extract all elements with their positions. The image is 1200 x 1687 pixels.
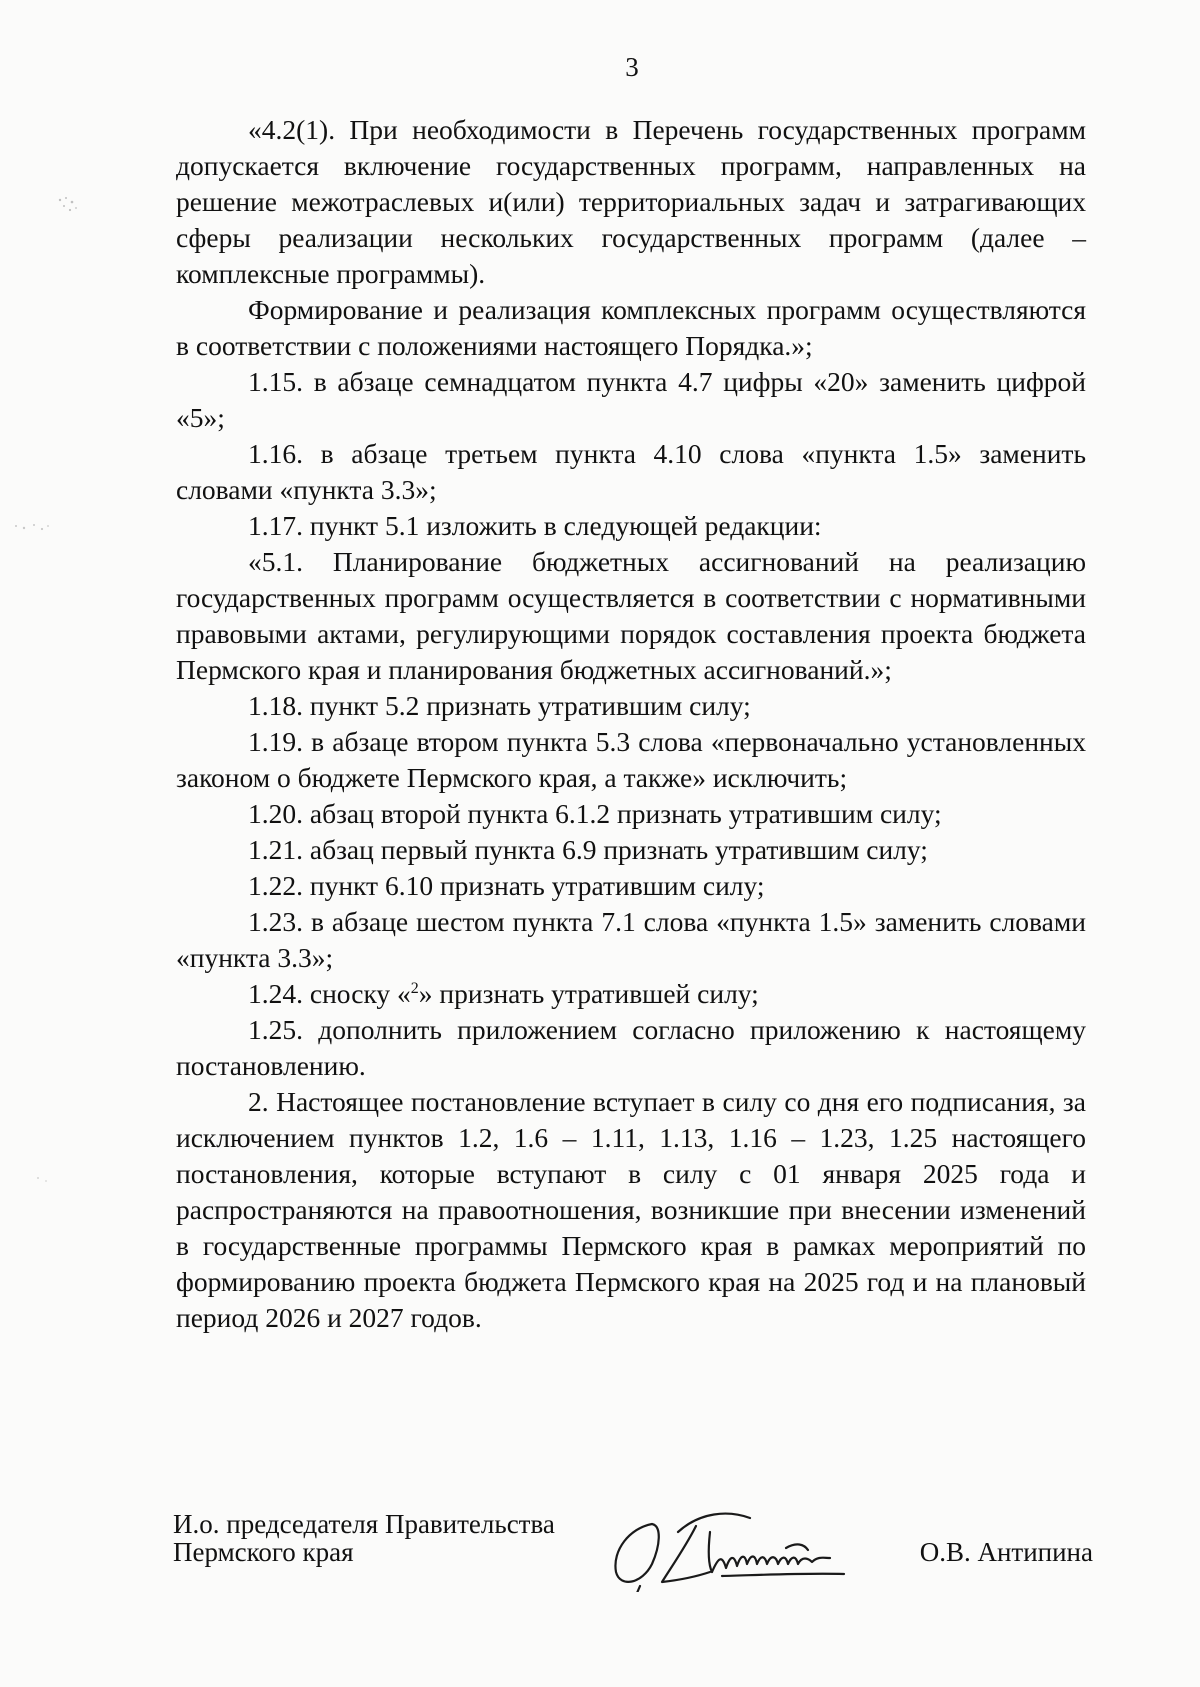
- paragraph-1-15: 1.15. в абзаце семнадцатом пункта 4.7 цифры «20» заменить цифрой «5»;: [176, 366, 1086, 433]
- signatory-name: О.В. Антипина: [919, 1537, 1093, 1567]
- paragraph-4-2-1: «4.2(1). При необходимости в Перечень государственных программ допускается включение государственных программ, направленных на решение межотраслевых и(или) территориальных задач и затрагивающих сферы реализации нескольких государственных программ (далее – комплексные программы).: [176, 114, 1086, 289]
- paragraph-1-20: 1.20. абзац второй пункта 6.1.2 признать утратившим силу;: [248, 798, 942, 829]
- paragraph-5-1: «5.1. Планирование бюджетных ассигнований на реализацию государственных программ осуществляется в соответствии с нормативными правовыми актами, регулирующими порядок составления проекта бюджета Пермского края и планирования бюджетных ассигнований.»;: [176, 546, 1086, 685]
- paragraph-1-23: 1.23. в абзаце шестом пункта 7.1 слова «пункта 1.5» заменить словами «пункта 3.3»;: [176, 906, 1086, 973]
- page-number: 3: [625, 52, 639, 82]
- paragraph-2: 2. Настоящее постановление вступает в силу со дня его подписания, за исключением пунктов 1.2, 1.6 – 1.11, 1.13, 1.16 – 1.23, 1.25 настоящего постановления, которые вступают в силу с 01 января 2025 года и распространяются на правоотношения, возникшие при внесении изменений в государственные программы Пермского края в рамках мероприятий по формированию проекта бюджета Пермского края на 2025 год и на плановый период 2026 и 2027 годов.: [176, 1086, 1086, 1333]
- paragraph-1-24: [176, 976, 1086, 1012]
- paragraph-complex-programs: Формирование и реализация комплексных программ осуществляются в соответствии с положениями настоящего Порядка.»;: [176, 294, 1086, 361]
- scan-speck: [30, 1170, 60, 1190]
- paragraph-1-22: 1.22. пункт 6.10 признать утратившим силу;: [248, 870, 765, 901]
- scan-speck: [6, 516, 56, 540]
- scan-speck: [52, 190, 92, 220]
- footnote-para-after: » признать утратившей силу;: [418, 978, 759, 1009]
- document-body: [176, 112, 1086, 1336]
- signature-block: [173, 1510, 1093, 1620]
- signatory-title-line1: И.о. председателя Правительства: [173, 1509, 555, 1539]
- paragraph-1-16: 1.16. в абзаце третьем пункта 4.10 слова «пункта 1.5» заменить словами «пункта 3.3»;: [176, 438, 1086, 505]
- paragraph-1-17: 1.17. пункт 5.1 изложить в следующей редакции:: [248, 510, 822, 541]
- signatory-title-line2: Пермского края: [173, 1537, 354, 1567]
- paragraph-1-18: 1.18. пункт 5.2 признать утратившим силу;: [248, 690, 751, 721]
- signatory-title: [173, 1510, 555, 1566]
- paragraph-1-21: 1.21. абзац первый пункта 6.9 признать утратившим силу;: [248, 834, 928, 865]
- footnote-marker: 2: [410, 979, 419, 997]
- paragraph-1-25: 1.25. дополнить приложением согласно приложению к настоящему постановлению.: [176, 1014, 1086, 1081]
- footnote-para-before: 1.24. сноску «: [248, 978, 411, 1009]
- paragraph-1-19: 1.19. в абзаце втором пункта 5.3 слова «первоначально установленных законом о бюджете Пермского края, а также» исключить;: [176, 726, 1086, 793]
- handwritten-signature: [600, 1502, 930, 1592]
